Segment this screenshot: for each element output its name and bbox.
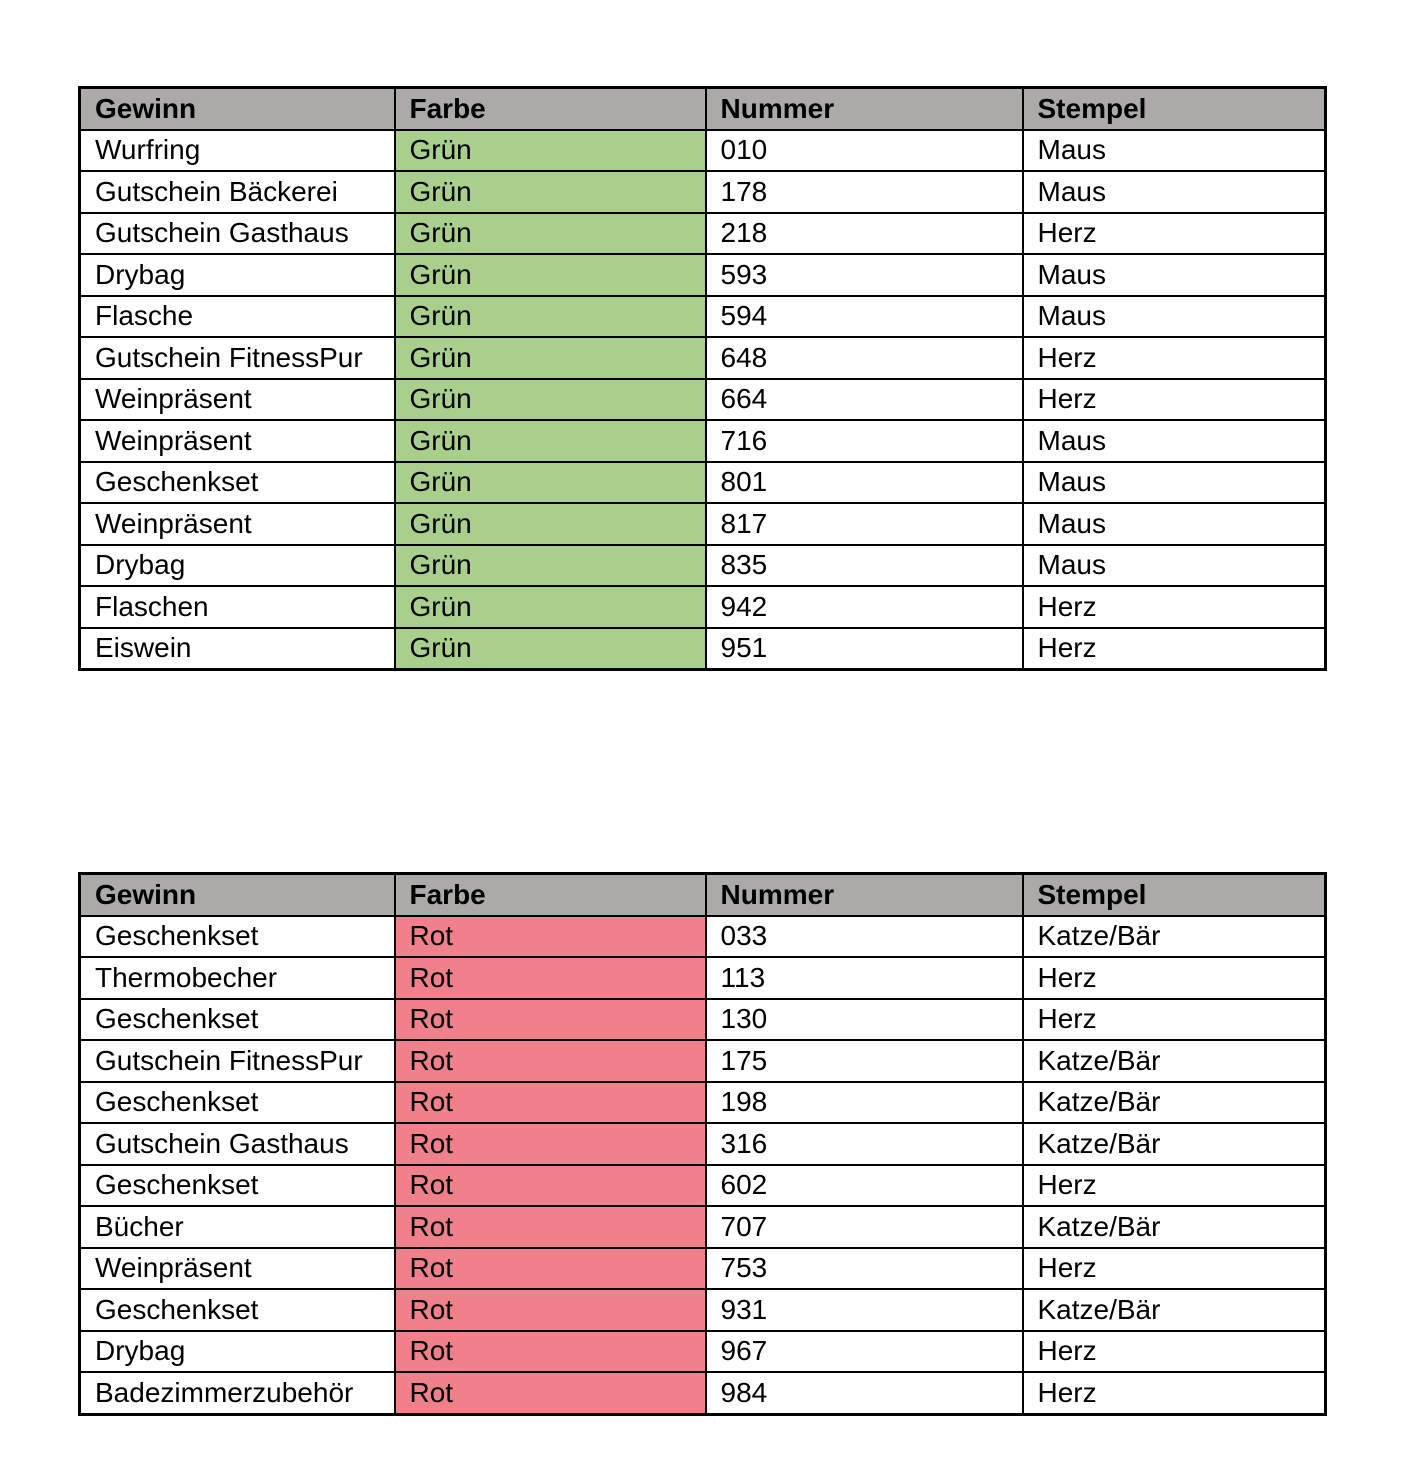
cell-gewinn: Geschenkset: [80, 1082, 395, 1124]
cell-stempel: Katze/Bär: [1023, 1040, 1326, 1082]
table-row: [80, 1372, 1326, 1414]
cell-gewinn: Gutschein Gasthaus: [80, 1123, 395, 1165]
column-header-nummer: Nummer: [706, 88, 1023, 130]
table-row: [80, 1165, 1326, 1207]
cell-stempel: Maus: [1023, 130, 1326, 172]
cell-nummer: 113: [706, 957, 1023, 999]
cell-nummer: 010: [706, 130, 1023, 172]
cell-gewinn: Weinpräsent: [80, 379, 395, 421]
cell-nummer: 178: [706, 171, 1023, 213]
cell-farbe: Rot: [395, 1248, 706, 1290]
table-row: [80, 1123, 1326, 1165]
table-row: [80, 254, 1326, 296]
cell-farbe: Grün: [395, 628, 706, 670]
cell-farbe: Grün: [395, 171, 706, 213]
cell-farbe: Rot: [395, 916, 706, 958]
table-row: [80, 213, 1326, 255]
table-row: [80, 503, 1326, 545]
cell-farbe: Rot: [395, 1372, 706, 1414]
cell-farbe: Grün: [395, 503, 706, 545]
cell-gewinn: Geschenkset: [80, 916, 395, 958]
cell-stempel: Herz: [1023, 337, 1326, 379]
cell-nummer: 130: [706, 999, 1023, 1041]
header-row: [80, 88, 1326, 130]
table-row: [80, 1331, 1326, 1373]
table-row: [80, 462, 1326, 504]
cell-nummer: 817: [706, 503, 1023, 545]
table-row: [80, 1040, 1326, 1082]
cell-farbe: Grün: [395, 130, 706, 172]
cell-nummer: 648: [706, 337, 1023, 379]
cell-nummer: 984: [706, 1372, 1023, 1414]
table-row: [80, 420, 1326, 462]
cell-farbe: Rot: [395, 999, 706, 1041]
cell-nummer: 316: [706, 1123, 1023, 1165]
header-row: [80, 874, 1326, 916]
cell-farbe: Grün: [395, 337, 706, 379]
cell-nummer: 716: [706, 420, 1023, 462]
cell-gewinn: Weinpräsent: [80, 1248, 395, 1290]
table-row: [80, 1082, 1326, 1124]
table-row: [80, 379, 1326, 421]
cell-nummer: 602: [706, 1165, 1023, 1207]
table-row: [80, 1206, 1326, 1248]
cell-farbe: Rot: [395, 1165, 706, 1207]
cell-stempel: Katze/Bär: [1023, 1082, 1326, 1124]
cell-farbe: Grün: [395, 420, 706, 462]
cell-nummer: 594: [706, 296, 1023, 338]
table-body: [80, 916, 1326, 1415]
cell-farbe: Rot: [395, 1331, 706, 1373]
cell-gewinn: Flasche: [80, 296, 395, 338]
table-body: [80, 130, 1326, 670]
cell-gewinn: Thermobecher: [80, 957, 395, 999]
cell-gewinn: Gutschein Gasthaus: [80, 213, 395, 255]
cell-stempel: Maus: [1023, 462, 1326, 504]
cell-nummer: 707: [706, 1206, 1023, 1248]
cell-stempel: Herz: [1023, 999, 1326, 1041]
cell-gewinn: Drybag: [80, 545, 395, 587]
cell-nummer: 664: [706, 379, 1023, 421]
cell-nummer: 801: [706, 462, 1023, 504]
table-row: [80, 296, 1326, 338]
table-row: [80, 337, 1326, 379]
table-row: [80, 586, 1326, 628]
table-row: [80, 916, 1326, 958]
cell-farbe: Rot: [395, 1206, 706, 1248]
column-header-farbe: Farbe: [395, 874, 706, 916]
cell-farbe: Grün: [395, 379, 706, 421]
cell-stempel: Herz: [1023, 628, 1326, 670]
column-header-farbe: Farbe: [395, 88, 706, 130]
table-row: [80, 1289, 1326, 1331]
cell-stempel: Katze/Bär: [1023, 1206, 1326, 1248]
cell-nummer: 198: [706, 1082, 1023, 1124]
cell-nummer: 931: [706, 1289, 1023, 1331]
table-row: [80, 1248, 1326, 1290]
cell-farbe: Rot: [395, 957, 706, 999]
cell-farbe: Grün: [395, 586, 706, 628]
cell-farbe: Grün: [395, 254, 706, 296]
cell-farbe: Rot: [395, 1123, 706, 1165]
green-prizes-table: [78, 86, 1327, 671]
table-header-row: [80, 88, 1326, 130]
cell-gewinn: Geschenkset: [80, 999, 395, 1041]
cell-farbe: Rot: [395, 1289, 706, 1331]
cell-gewinn: Bücher: [80, 1206, 395, 1248]
cell-nummer: 942: [706, 586, 1023, 628]
cell-stempel: Herz: [1023, 1165, 1326, 1207]
table-row: [80, 628, 1326, 670]
table-row: [80, 957, 1326, 999]
table-row: [80, 130, 1326, 172]
cell-gewinn: Geschenkset: [80, 1165, 395, 1207]
column-header-stempel: Stempel: [1023, 88, 1326, 130]
cell-farbe: Grün: [395, 462, 706, 504]
cell-gewinn: Eiswein: [80, 628, 395, 670]
cell-nummer: 593: [706, 254, 1023, 296]
cell-nummer: 753: [706, 1248, 1023, 1290]
column-header-gewinn: Gewinn: [80, 874, 395, 916]
cell-farbe: Grün: [395, 213, 706, 255]
cell-stempel: Herz: [1023, 213, 1326, 255]
cell-gewinn: Gutschein Bäckerei: [80, 171, 395, 213]
cell-farbe: Grün: [395, 296, 706, 338]
cell-farbe: Rot: [395, 1040, 706, 1082]
cell-gewinn: Weinpräsent: [80, 420, 395, 462]
cell-gewinn: Badezimmerzubehör: [80, 1372, 395, 1414]
cell-stempel: Herz: [1023, 379, 1326, 421]
cell-stempel: Maus: [1023, 254, 1326, 296]
cell-stempel: Maus: [1023, 545, 1326, 587]
cell-nummer: 967: [706, 1331, 1023, 1373]
cell-gewinn: Gutschein FitnessPur: [80, 337, 395, 379]
cell-stempel: Katze/Bär: [1023, 1123, 1326, 1165]
cell-stempel: Herz: [1023, 1372, 1326, 1414]
cell-nummer: 835: [706, 545, 1023, 587]
cell-stempel: Herz: [1023, 1331, 1326, 1373]
cell-nummer: 033: [706, 916, 1023, 958]
cell-stempel: Maus: [1023, 296, 1326, 338]
cell-stempel: Herz: [1023, 957, 1326, 999]
column-header-stempel: Stempel: [1023, 874, 1326, 916]
cell-gewinn: Wurfring: [80, 130, 395, 172]
red-prizes-table: [78, 872, 1327, 1416]
cell-stempel: Maus: [1023, 420, 1326, 462]
column-header-nummer: Nummer: [706, 874, 1023, 916]
table-row: [80, 999, 1326, 1041]
table-row: [80, 545, 1326, 587]
cell-gewinn: Geschenkset: [80, 462, 395, 504]
cell-farbe: Grün: [395, 545, 706, 587]
cell-stempel: Katze/Bär: [1023, 916, 1326, 958]
cell-stempel: Maus: [1023, 171, 1326, 213]
table-row: [80, 171, 1326, 213]
cell-stempel: Herz: [1023, 586, 1326, 628]
cell-gewinn: Drybag: [80, 254, 395, 296]
cell-farbe: Rot: [395, 1082, 706, 1124]
cell-stempel: Maus: [1023, 503, 1326, 545]
cell-gewinn: Drybag: [80, 1331, 395, 1373]
table-header-row: [80, 874, 1326, 916]
cell-nummer: 218: [706, 213, 1023, 255]
cell-gewinn: Flaschen: [80, 586, 395, 628]
cell-gewinn: Weinpräsent: [80, 503, 395, 545]
cell-stempel: Katze/Bär: [1023, 1289, 1326, 1331]
cell-stempel: Herz: [1023, 1248, 1326, 1290]
cell-nummer: 175: [706, 1040, 1023, 1082]
cell-gewinn: Gutschein FitnessPur: [80, 1040, 395, 1082]
cell-gewinn: Geschenkset: [80, 1289, 395, 1331]
column-header-gewinn: Gewinn: [80, 88, 395, 130]
cell-nummer: 951: [706, 628, 1023, 670]
